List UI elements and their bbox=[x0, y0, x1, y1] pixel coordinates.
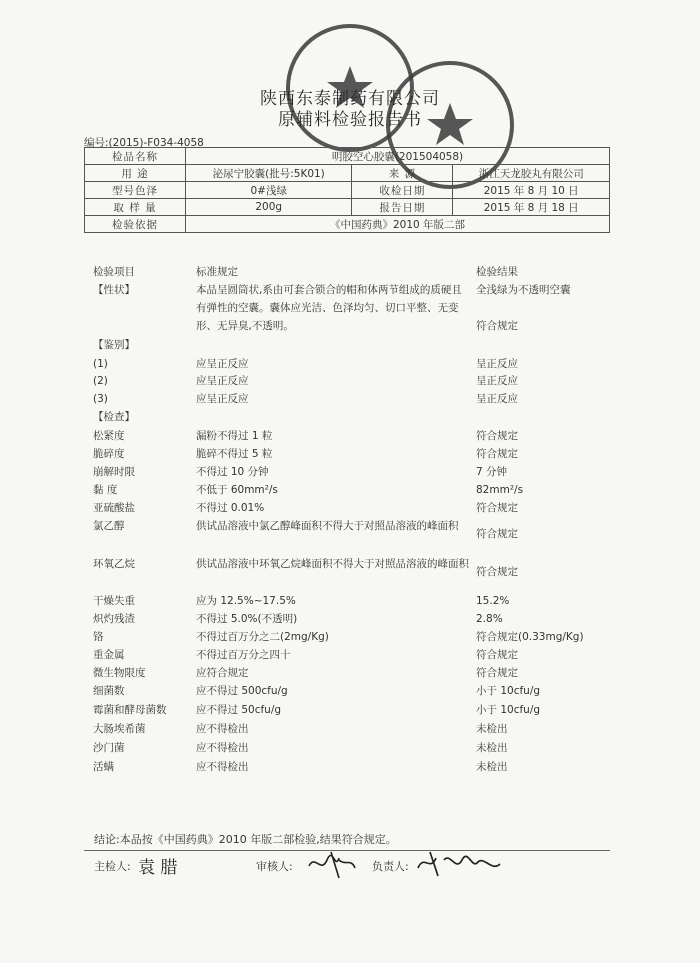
test-result: 小于 10cfu/g bbox=[476, 704, 541, 716]
test-result: 符合规定 bbox=[476, 528, 518, 540]
sample-name-label: 检品名称 bbox=[85, 148, 186, 165]
usage-value: 泌尿宁胶囊(批号:5K01) bbox=[186, 165, 352, 182]
test-item: 干燥失重 bbox=[93, 595, 135, 607]
report-date-value: 2015 年 8 月 18 日 bbox=[453, 199, 610, 216]
appearance-result-2: 符合规定 bbox=[476, 320, 518, 332]
report-title: 原辅料检验报告书 bbox=[278, 110, 422, 130]
test-item: 脆碎度 bbox=[93, 448, 125, 460]
reviewer-signature bbox=[305, 848, 359, 880]
receive-date-label: 收检日期 bbox=[352, 182, 453, 199]
ident-result: 呈正反应 bbox=[476, 393, 518, 405]
basis-value: 《中国药典》2010 年版二部 bbox=[186, 216, 610, 233]
ident-item: (2) bbox=[93, 375, 108, 387]
test-item: 活螨 bbox=[93, 761, 114, 773]
test-item: 重金属 bbox=[93, 649, 125, 661]
ident-standard: 应呈正反应 bbox=[196, 375, 249, 387]
inspector-label: 主检人: bbox=[94, 860, 131, 873]
test-item: 铬 bbox=[93, 631, 104, 643]
test-standard: 不得过 0.01% bbox=[196, 502, 265, 514]
basis-label: 检验依据 bbox=[85, 216, 186, 233]
test-result: 小于 10cfu/g bbox=[476, 685, 541, 697]
test-standard: 不得过百万分之二(2mg/Kg) bbox=[196, 631, 329, 643]
test-standard: 不低于 60mm²/s bbox=[196, 484, 278, 496]
usage-label: 用 途 bbox=[85, 165, 186, 182]
sample-qty-label: 取 样 量 bbox=[85, 199, 186, 216]
section-tests: 【检查】 bbox=[93, 411, 135, 423]
col-header-item: 检验项目 bbox=[93, 266, 135, 278]
test-standard: 脆碎不得过 5 粒 bbox=[196, 448, 273, 460]
test-standard: 应不得过 50cfu/g bbox=[196, 704, 282, 716]
ident-result: 呈正反应 bbox=[476, 358, 518, 370]
test-item: 霉菌和酵母菌数 bbox=[93, 704, 167, 716]
section-identification: 【鉴别】 bbox=[93, 339, 135, 351]
test-standard: 供试品溶液中氯乙醇峰面积不得大于对照品溶液的峰面积 bbox=[196, 520, 459, 532]
test-result: 符合规定 bbox=[476, 502, 518, 514]
ident-standard: 应呈正反应 bbox=[196, 358, 249, 370]
test-item: 微生物限度 bbox=[93, 667, 146, 679]
appearance-standard: 本品呈圆筒状,系由可套合锁合的帽和体两节组成的质硬且有弹性的空囊。囊体应光洁、色泽均匀、切口平整、无变形、无异臭,不透明。 bbox=[196, 284, 462, 332]
test-result: 未检出 bbox=[476, 761, 508, 773]
test-result: 符合规定(0.33mg/Kg) bbox=[476, 631, 584, 643]
test-item: 松紧度 bbox=[93, 430, 125, 442]
test-result: 未检出 bbox=[476, 723, 508, 735]
ident-item: (1) bbox=[93, 358, 108, 370]
receive-date-value: 2015 年 8 月 10 日 bbox=[453, 182, 610, 199]
col-header-standard: 标准规定 bbox=[196, 266, 238, 278]
test-result: 符合规定 bbox=[476, 649, 518, 661]
ident-result: 呈正反应 bbox=[476, 375, 518, 387]
test-item: 炽灼残渣 bbox=[93, 613, 135, 625]
test-result: 符合规定 bbox=[476, 566, 518, 578]
test-item: 氯乙醇 bbox=[93, 520, 125, 532]
report-date-label: 报告日期 bbox=[352, 199, 453, 216]
test-standard: 应不得检出 bbox=[196, 723, 249, 735]
test-standard: 不得过 10 分钟 bbox=[196, 466, 269, 478]
test-standard: 应不得检出 bbox=[196, 761, 249, 773]
test-standard: 供试品溶液中环氧乙烷峰面积不得大于对照品溶液的峰面积 bbox=[196, 558, 469, 570]
conclusion-text: 结论:本品按《中国药典》2010 年版二部检验,结果符合规定。 bbox=[94, 833, 397, 846]
test-item: 亚硫酸盐 bbox=[93, 502, 135, 514]
sample-qty-value: 200g bbox=[186, 199, 352, 216]
responsible-label: 负责人: bbox=[372, 860, 409, 873]
responsible-signature bbox=[412, 846, 504, 880]
spec-label: 型号色泽 bbox=[85, 182, 186, 199]
test-item: 细菌数 bbox=[93, 685, 125, 697]
section-appearance: 【性状】 bbox=[93, 284, 135, 296]
test-item: 黏 度 bbox=[93, 484, 118, 496]
test-result: 2.8% bbox=[476, 613, 503, 625]
test-result: 82mm²/s bbox=[476, 484, 524, 496]
reviewer-label: 审核人: bbox=[256, 860, 293, 873]
col-header-result: 检验结果 bbox=[476, 266, 518, 278]
test-standard: 应为 12.5%~17.5% bbox=[196, 595, 296, 607]
test-item: 大肠埃希菌 bbox=[93, 723, 146, 735]
test-result: 符合规定 bbox=[476, 448, 518, 460]
test-result: 未检出 bbox=[476, 742, 508, 754]
source-label: 来 源 bbox=[352, 165, 453, 182]
ident-standard: 应呈正反应 bbox=[196, 393, 249, 405]
sample-name-value: 明胶空心胶囊(201504058) bbox=[186, 148, 610, 165]
test-result: 符合规定 bbox=[476, 667, 518, 679]
company-name: 陕西东泰制药有限公司 bbox=[260, 89, 440, 109]
sample-info-table bbox=[84, 147, 610, 233]
test-result: 15.2% bbox=[476, 595, 510, 607]
test-item: 崩解时限 bbox=[93, 466, 135, 478]
test-result: 符合规定 bbox=[476, 430, 518, 442]
test-standard: 应符合规定 bbox=[196, 667, 249, 679]
test-item: 沙门菌 bbox=[93, 742, 125, 754]
test-standard: 漏粉不得过 1 粒 bbox=[196, 430, 273, 442]
test-item: 环氧乙烷 bbox=[93, 558, 135, 570]
test-standard: 应不得检出 bbox=[196, 742, 249, 754]
ident-item: (3) bbox=[93, 393, 108, 405]
test-standard: 应不得过 500cfu/g bbox=[196, 685, 288, 697]
test-standard: 不得过 5.0%(不透明) bbox=[196, 613, 298, 625]
appearance-result-1: 全浅绿为不透明空囊 bbox=[476, 284, 571, 296]
test-result: 7 分钟 bbox=[476, 466, 508, 478]
spec-value: 0#浅绿 bbox=[186, 182, 352, 199]
test-standard: 不得过百万分之四十 bbox=[196, 649, 291, 661]
document-number: 编号:(2015)-F034-4058 bbox=[84, 137, 204, 149]
inspector-signature: 袁 腊 bbox=[138, 858, 178, 878]
source-value: 浙江天龙胶丸有限公司 bbox=[453, 165, 610, 182]
